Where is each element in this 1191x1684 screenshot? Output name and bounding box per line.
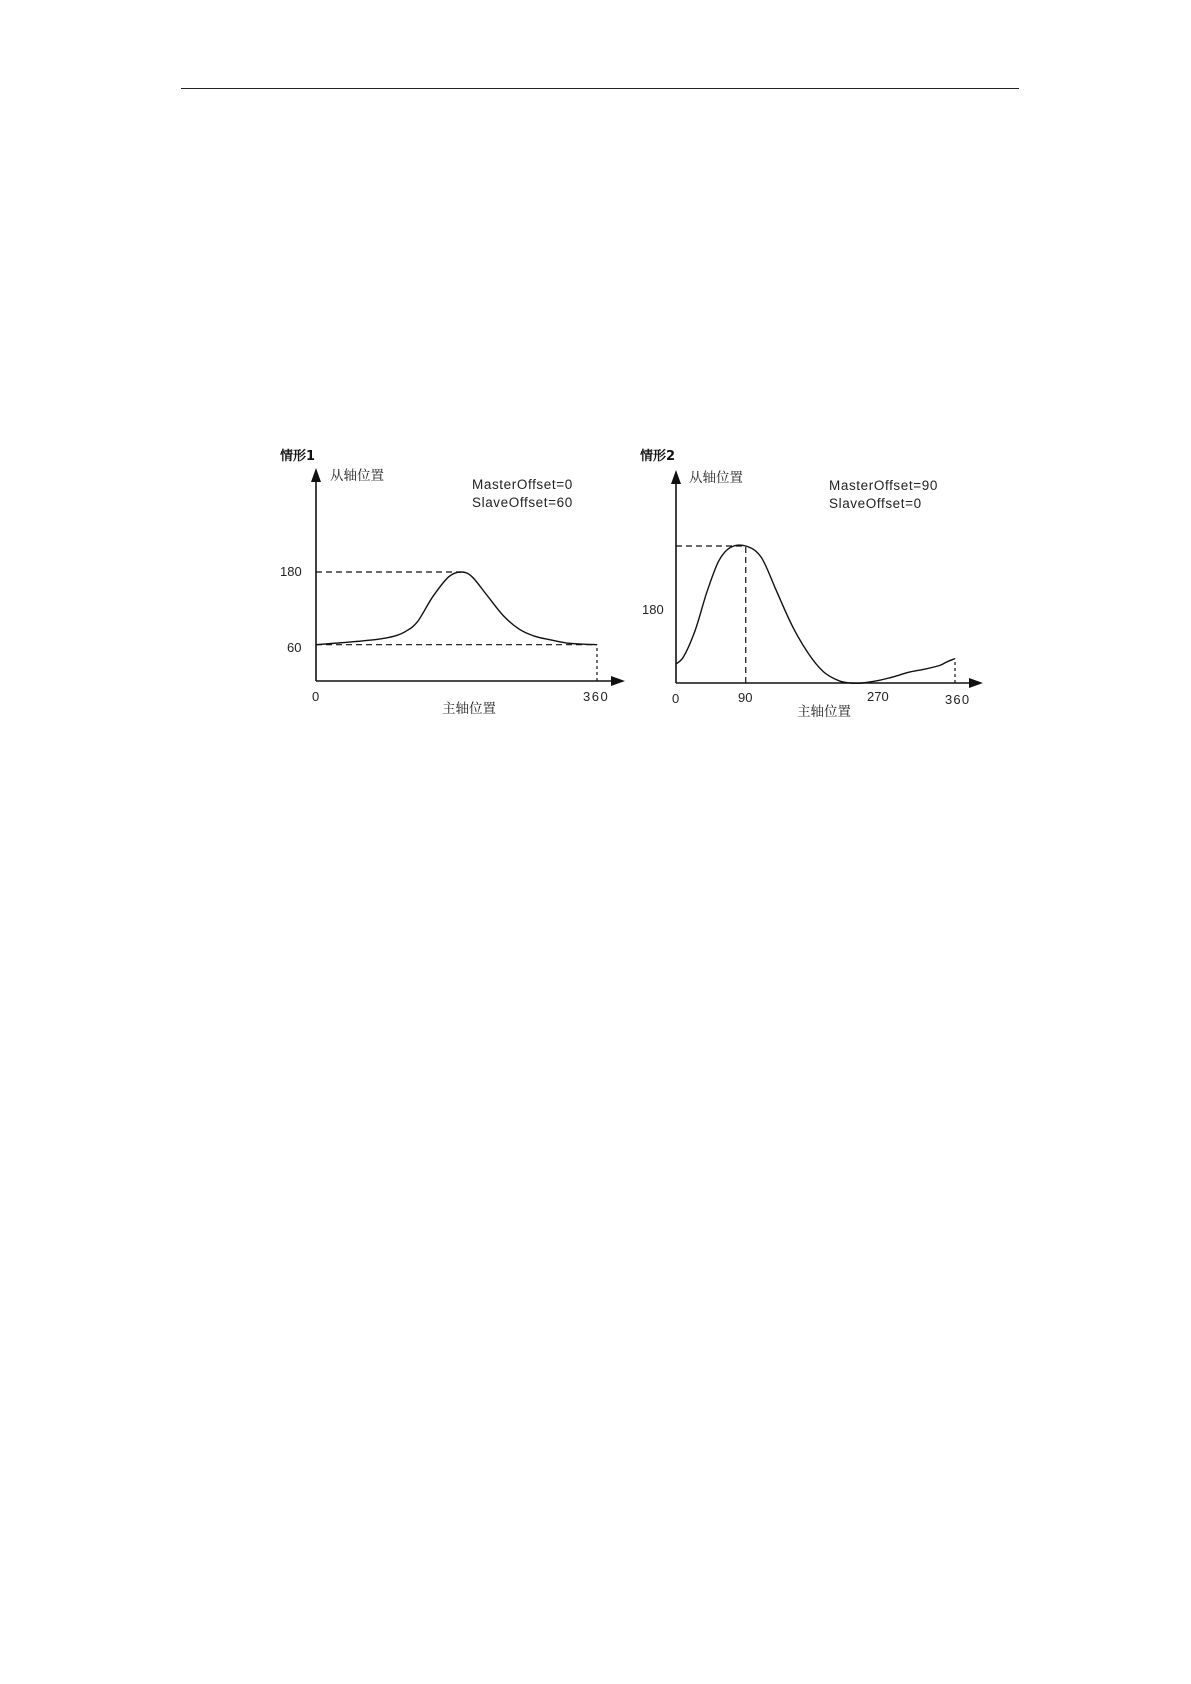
chart-2-title: 情形2 (640, 449, 676, 464)
chart-1-y-tick-180: 180 (280, 564, 302, 579)
chart-1-y-tick-60: 60 (287, 640, 302, 655)
chart-2-annotation-master-offset: MasterOffset=90 (829, 478, 938, 493)
chart-2-annotation-slave-offset: SlaveOffset=0 (829, 496, 922, 511)
chart-1-guides (316, 572, 597, 681)
chart-1-title: 情形1 (280, 449, 316, 464)
chart-1-x-axis-label: 主轴位置 (442, 701, 496, 717)
chart-2-series-line (676, 545, 955, 683)
chart-1-y-axis-label: 从轴位置 (330, 468, 384, 484)
chart-1-x-tick-360: 360 (583, 689, 610, 704)
chart-2-y-axis-arrow (671, 470, 681, 484)
chart-2-x-axis-arrow (969, 678, 983, 688)
chart-1-annotation-master-offset: MasterOffset=0 (472, 477, 573, 492)
chart-1 (279, 448, 625, 717)
chart-2-x-tick-0: 0 (672, 691, 680, 706)
chart-2-x-tick-360: 360 (945, 692, 971, 707)
chart-2-x-tick-270: 270 (867, 689, 889, 704)
chart-2 (639, 448, 983, 720)
chart-1-x-axis-arrow (611, 676, 625, 686)
chart-2-x-axis-label: 主轴位置 (797, 704, 851, 720)
chart-2-y-tick-180: 180 (642, 602, 664, 617)
chart-2-y-axis-label: 从轴位置 (689, 470, 743, 486)
chart-2-x-tick-90: 90 (738, 690, 753, 705)
chart-1-annotation-slave-offset: SlaveOffset=60 (472, 495, 573, 510)
chart-1-y-axis-arrow (311, 468, 321, 482)
chart-1-x-tick-0: 0 (312, 689, 320, 704)
chart-1-series-line (316, 572, 597, 645)
